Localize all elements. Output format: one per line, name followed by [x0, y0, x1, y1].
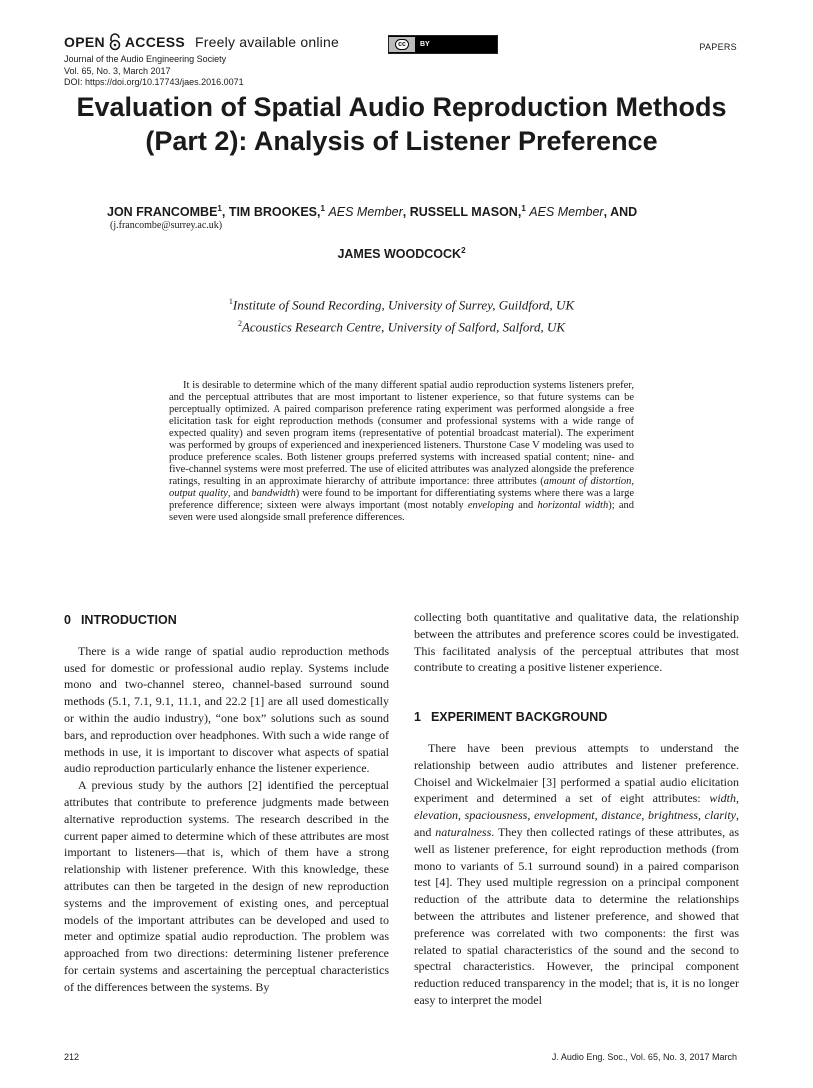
- body-column-right: [414, 609, 739, 1009]
- journal-volume: Vol. 65, No. 3, March 2017: [64, 65, 171, 76]
- author-affil-mark: 1: [217, 204, 222, 213]
- affiliation-1: $^1$Institute of Sound Recording, University of Surrey, Guildford, UK: [228, 297, 575, 313]
- creative-commons-icon: cc: [389, 37, 415, 52]
- author-role: AES Member: [328, 205, 403, 220]
- paragraph: collecting both quantitative and qualitative data, the relationship between the attributes and preference scores could be investigated. This facilitated analysis of the perceptual attributes that most contribute to creating a positive listener experience.: [414, 610, 739, 675]
- cc-by-license-badge[interactable]: [388, 35, 498, 54]
- author-role: AES Member: [529, 205, 604, 220]
- section-heading-experiment-background: 1 EXPERIMENT BACKGROUND: [414, 710, 608, 725]
- title-line-2: (Part 2): Analysis of Listener Preference: [145, 126, 658, 156]
- paper-title: [40, 90, 763, 158]
- journal-name: Journal of the Audio Engineering Society: [64, 54, 227, 64]
- author-affil-mark: 1: [521, 204, 526, 213]
- section-heading-introduction: 0 INTRODUCTION: [64, 613, 177, 627]
- author-name: JAMES WOODCOCK: [337, 247, 462, 262]
- author-email[interactable]: (j.francombe@surrey.ac.uk): [110, 220, 223, 231]
- freely-available-label: Freely available online: [195, 34, 339, 50]
- license-by-label: BY: [420, 41, 430, 48]
- abstract: It is desirable to determine which of the many different spatial audio reproduction systems listeners prefer, and the perceptual attributes that are most important to listener experience, so that future systems can be perceptually optimized. A paired comparison preference rating experiment was performed alongside a free elicitation task for eight reproduction methods (consumer and professional systems with a wide range of expected quality) and seven program items (representative of potential broadcast material). The experiment was performed by groups of experienced and inexperienced listeners. Thurstone Case V modeling was used to produce preference scales. Both listener groups preferred systems with increased spatial content; nine- and five-channel systems were most preferred. The use of elicited attributes was analyzed alongside the preference ratings, resulting in an approximate hierarchy of attribute importance: three attributes (amount of distortion, output quality, and bandwidth) were found to be important for differentiating systems where there was a large preference difference; sixteen were always important (most notably enveloping and horizontal width); and seven were used alongside small preference differences.: [169, 380, 635, 523]
- author-conjunction: , AND: [603, 205, 638, 220]
- open-lock-icon: [108, 33, 122, 51]
- author-name: , RUSSELL MASON,: [402, 205, 522, 220]
- paragraph: There is a wide range of spatial audio reproduction methods used for domestic or professional audio replay. Systems include mono and two-channel stereo, channel-based surround sound methods (5.1, 7.1, 9.1, 11.1, and 22.2 [1] are all used domestically or within the audio industry), “one box” solutions such as sound bars, and reproduction over headphones. With such a wide range of methods in use, it is important to discover what aspects of spatial audio reproduction particularly enhance the listener experience.: [64, 643, 389, 776]
- paragraph: A previous study by the authors [2] identified the perceptual attributes that contribute to preference judgments made between alternative reproduction systems. The research described in the current paper aimed to determine which of these attributes are most important to listeners—that is, which of them have a strong relationship with listener preference. With this knowledge, these attributes can then be targeted in the design of new reproduction systems and the improvement of existing ones, and perceptual models of the important attributes can be developed and used to meter and optimize spatial audio reproduction. The problem was approached from two directions: determining listener preference for certain systems and ascertaining the perceptual characteristics of the differences between the systems. By: [64, 778, 389, 994]
- journal-doi[interactable]: DOI: https://doi.org/10.17743/jaes.2016.0071: [64, 77, 244, 87]
- body-column-left: [64, 612, 389, 996]
- author-affil-mark: 2: [461, 246, 466, 255]
- affiliations: [0, 292, 803, 337]
- author-name: , TIM BROOKES,: [221, 205, 321, 220]
- open-access-banner: [64, 32, 339, 52]
- paragraph: There have been previous attempts to understand the relationship between audio attributes and listener preference. Choisel and Wickelmaier [3] performed a spatial audio elicitation experiment and determined a set of eight attributes: width, elevation, spaciousness, envelopment, distance, brightness, clarity, and naturalness. They then collected ratings of these attributes, as well as listener preference, for eight reproduction methods (from mono to variants of 5.1 surround sound) in a paired comparison test [4]. They used multiple regression on a principal component reduction of the attribute data to determine the relationships between the attributes and listener preference, and showed that preference was correlated with two components: the first was related to spatial characteristics of the sound and the second to spectral characteristics. However, the principal component reduction reduced transparency in the model; that is, it is no longer easy to interpret the model: [414, 740, 739, 1007]
- title-line-1: Evaluation of Spatial Audio Reproduction Methods: [76, 92, 727, 122]
- journal-info: [64, 54, 244, 89]
- page-number: 212: [64, 1052, 80, 1062]
- section-label: PAPERS: [699, 42, 737, 52]
- access-label: ACCESS: [124, 34, 186, 50]
- affiliation-2: $^2$Acoustics Research Centre, University of Salford, Salford, UK: [237, 319, 566, 335]
- author-list: [107, 204, 637, 219]
- author-affil-mark: 1: [320, 204, 325, 213]
- footer-citation: J. Audio Eng. Soc., Vol. 65, No. 3, 2017 March: [551, 1052, 737, 1062]
- author-list-line-2: [0, 246, 803, 261]
- author-name: JON FRANCOMBE: [107, 205, 218, 220]
- open-label: OPEN: [64, 34, 105, 50]
